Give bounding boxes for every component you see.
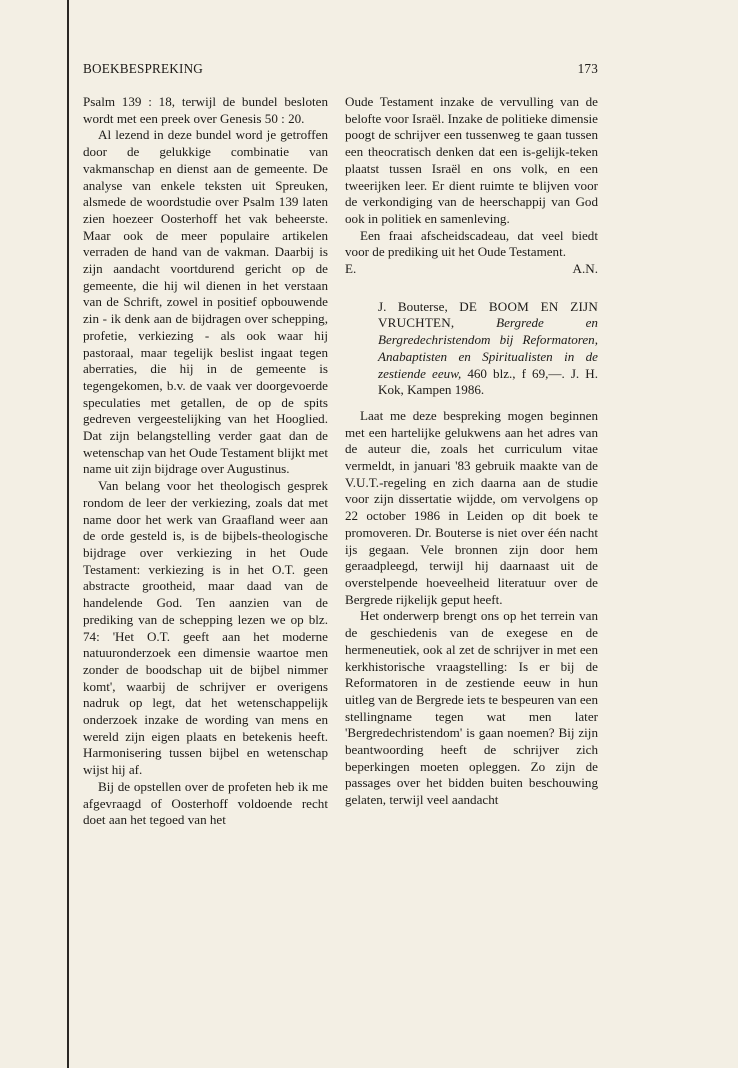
right-column <box>345 94 598 809</box>
book-author: J. Bouterse, <box>378 298 460 314</box>
paragraph: Het onderwerp brengt ons op het terrein van de geschiedenis van de exegese en de hermeneutiek, ook al zet de schrijver in met een kerkhistorische vraagstelling: Is er bij de Reformatoren in de zestiende eeuw in hun uitleg van de Bergrede iets te bespeuren van een stellingname tegen wat men later 'Bergredechristendom' is gaan noemen? Bij zijn beantwoording heeft de schrijver zich beperkingen moeten opleggen. Zo zijn de passages over het bidden buiten beschouwing gelaten, terwijl veel aandacht <box>345 608 598 808</box>
book-citation <box>378 299 598 399</box>
running-title: BOEKBESPREKING <box>83 61 204 76</box>
left-column <box>83 94 328 829</box>
paragraph: Al lezend in deze bundel word je getroffen door de gelukkige combinatie van vakmanschap en dienst aan de gemeente. De analyse van enkele teksten uit Spreuken, alsmede de woordstudie over Psalm 139 laten zien hoezeer Oosterhoff het vak beheerste. Maar ook de meer populaire artikelen verraden de hand van de vakman. Daarbij is zijn aandacht voortdurend gericht op de gemeente, die hij wil dienen in het verstaan van de Schrift, zowel in positief opbouwende zin - ik denk aan de bijdragen over schepping, profetie, verkiezing - als ook waar hij pastoraal, maar tegelijk beslist ingaat tegen aberraties, die hij in de gemeente is tegengekomen, b.v. de vaak ver doorgevoerde speculaties met getallen, de op de spits gedreven vergeestelijking van het Hooglied. Dat zijn belangstelling verder gaat dan de wetenschap van het Oude Testament blijkt met name uit zijn bijdrage over Augustinus. <box>83 127 328 477</box>
book-title: DE BOOM EN ZIJN VRUCHTEN, <box>378 298 598 331</box>
paragraph: Psalm 139 : 18, terwijl de bundel besloten wordt met een preek over Genesis 50 : 20. <box>83 94 328 126</box>
paragraph: Een fraai afscheidscadeau, dat veel biedt voor de prediking uit het Oude Testament. <box>345 227 598 260</box>
signature-initial: E. <box>345 261 357 277</box>
paragraph: Laat me deze bespreking mogen beginnen met een hartelijke gelukwens aan het adres van de auteur die, zoals het curriculum vitae vermeldt, in januari '83 gebruik maakte van de V.U.T.-regeling en zich daarna aan de studie voor zijn dissertatie wijdde, om vervolgens op 22 october 1986 in Leiden op dit boek te promoveren. Dr. Bouterse is niet over één nacht ijs gegaan. Vele bronnen zijn door hem geraadpleegd, terwijl hij daarnaast uit de overstelpende hoeveelheid literatuur over de Bergrede rijkelijk geput heeft. <box>345 407 598 607</box>
paragraph: Van belang voor het theologisch gesprek rondom de leer der verkiezing, zoals dat met name door het werk van Graafland weer aan de orde gesteld is, is de bijbels-theologische bijdrage over verkiezing in het Oude Testament: verkiezing is in het O.T. geen abstracte grootheid, maar daad van de handelende God. Ten aanzien van de prediking van de schepping lezen we op blz. 74: 'Het O.T. geeft aan het moderne natuuronderzoek een dimensie waartoe men zonder de boodschap uit de bijbel nimmer komt', waarbij de schrijver er overigens nadruk op legt, dat het wetenschappelijk onderzoek inzake de wording van mens en wereld zijn eigen plaats en betekenis heeft. Harmonisering tussen bijbel en wetenschap wijst hij af. <box>83 478 328 778</box>
paragraph: Bij de opstellen over de profeten heb ik me afgevraagd of Oosterhoff voldoende recht doet aan het tegoed van het <box>83 778 328 828</box>
signature-author: A.N. <box>572 261 598 277</box>
book-details: 460 blz., f 69,—. J. H. Kok, Kampen 1986. <box>378 365 598 398</box>
scan-page-edge <box>67 0 69 1068</box>
book-review-heading <box>345 299 598 399</box>
review-signature <box>345 261 598 278</box>
page-number: 173 <box>577 61 598 76</box>
paragraph: Oude Testament inzake de vervulling van de belofte voor Israël. Inzake de politieke dimensie poogt de schrijver een tussenweg te gaan tussen een theocratisch denken dat een is-gelijk-teken plaatst tussen Israël en ons volk, en een tweerijken leer. Er dient ruimte te blijven voor de verkondiging van de heerschappij van God ook in politiek en samenleving. <box>345 94 598 226</box>
book-subtitle: Bergrede en Bergredechristendom bij Reformatoren, Anabaptisten en Spiritualisten in de zestiende eeuw, <box>378 315 598 381</box>
